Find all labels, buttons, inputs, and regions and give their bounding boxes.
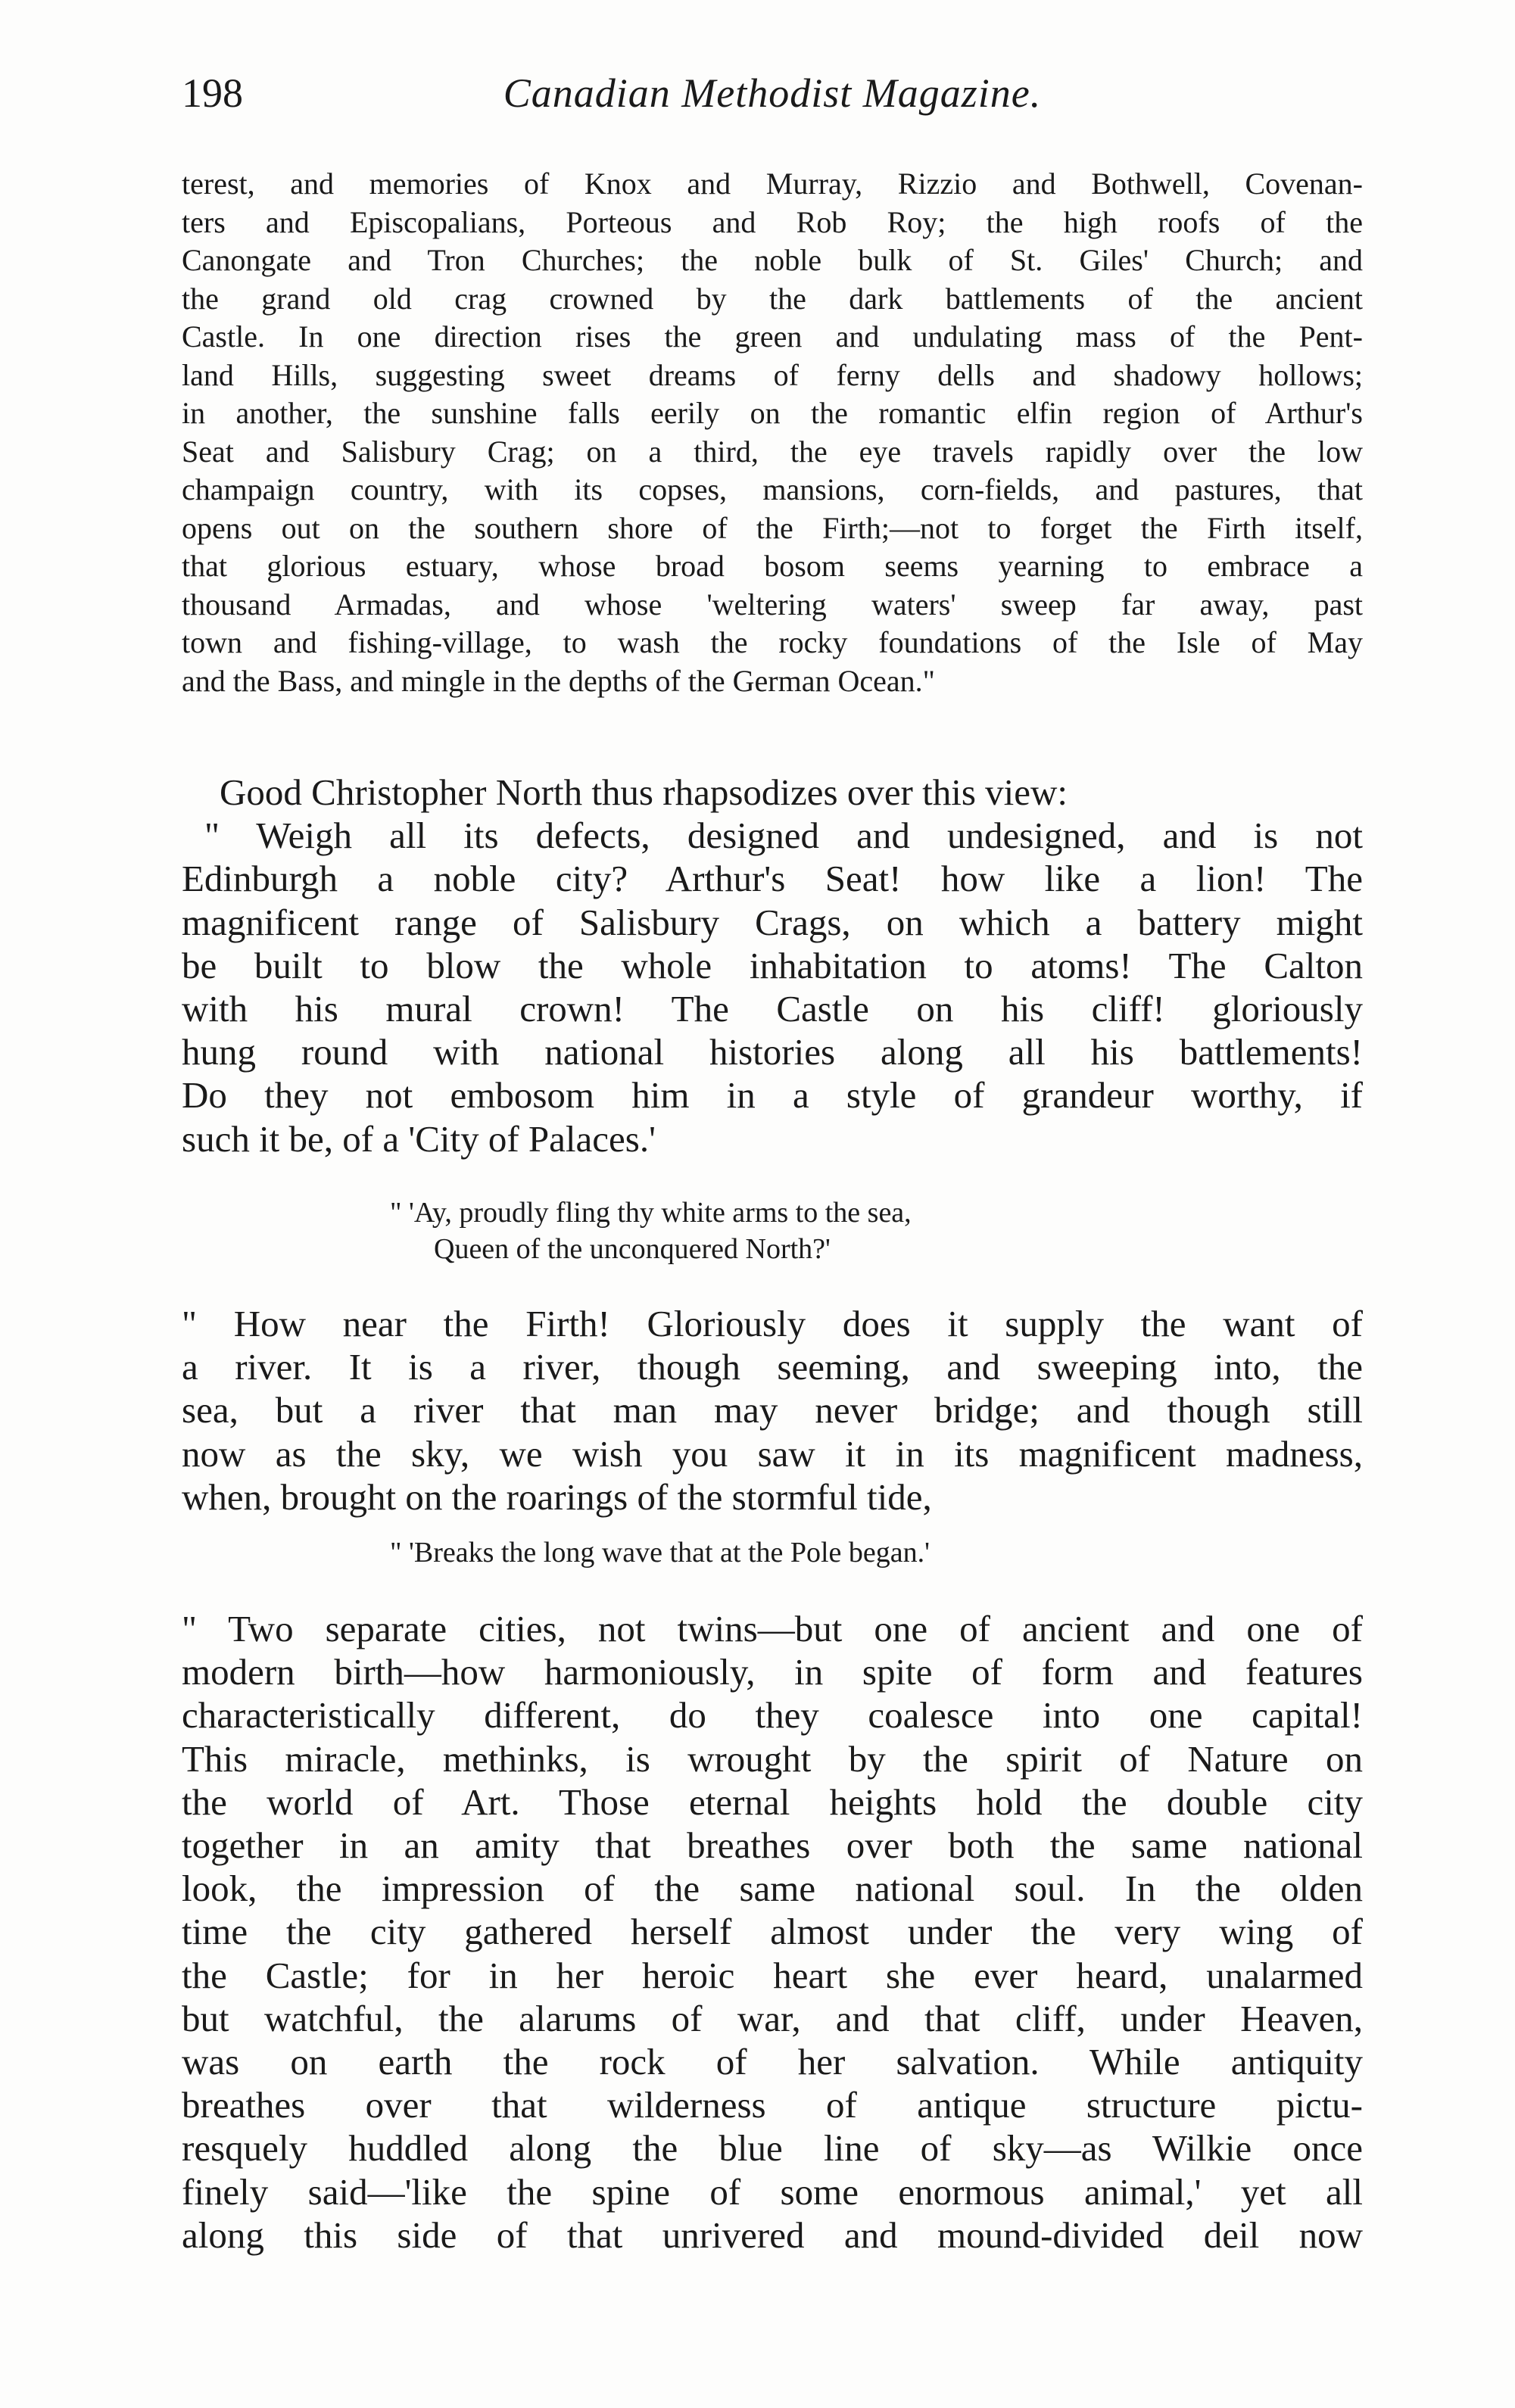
text-line: breathes over that wilderness of antique structure pictu- — [182, 2084, 1363, 2126]
text-line: finely said—'like the spine of some enormous animal,' yet all — [182, 2170, 1363, 2213]
text-line: Canongate and Tron Churches; the noble bulk of St. Giles' Church; and — [182, 243, 1363, 277]
text-line: resquely huddled along the blue line of sky—as Wilkie once — [182, 2127, 1363, 2170]
verse-line: Queen of the unconquered North?' — [434, 1233, 831, 1265]
text-line: along this side of that unrivered and mound-divided deil now — [182, 2213, 1363, 2256]
text-line: magnificent range of Salisbury Crags, on which a battery might — [182, 901, 1363, 943]
text-line: Seat and Salisbury Crag; on a third, the eye travels rapidly over the low — [182, 434, 1363, 469]
text-line: when, brought on the roarings of the stormful tide, — [182, 1475, 932, 1518]
text-line: This miracle, methinks, is wrought by the spirit of Nature on — [182, 1737, 1363, 1780]
text-line: characteristically different, do they coalesce into one capital! — [182, 1694, 1363, 1737]
text-line: the world of Art. Those eternal heights hold the double city — [182, 1780, 1363, 1823]
text-line: with his mural crown! The Castle on his cliff! gloriously — [182, 988, 1363, 1030]
text-line: a river. It is a river, though seeming, and sweeping into, the — [182, 1346, 1363, 1388]
text-line: Do they not embosom him in a style of grandeur worthy, if — [182, 1074, 1363, 1117]
text-line: hung round with national histories along all his battlements! — [182, 1031, 1363, 1073]
text-line: together in an amity that breathes over both the same national — [182, 1824, 1363, 1867]
text-line: and the Bass, and mingle in the depths of the German Ocean." — [182, 663, 935, 698]
text-line: be built to blow the whole inhabitation to atoms! The Calton — [182, 944, 1363, 986]
text-line: but watchful, the alarums of war, and that cliff, under Heaven, — [182, 1997, 1363, 2039]
text-line: " Two separate cities, not twins—but one of ancient and one of — [182, 1608, 1363, 1649]
page-number: 198 — [182, 70, 243, 116]
verse-line: " 'Breaks the long wave that at the Pole began.' — [390, 1537, 931, 1568]
text-line: land Hills, suggesting sweet dreams of ferny dells and shadowy hollows; — [182, 357, 1363, 392]
verse-quotation — [390, 1195, 912, 1267]
page-header — [182, 70, 1363, 130]
text-line: now as the sky, we wish you saw it in its magnificent madness, — [182, 1432, 1363, 1475]
verse-quotation — [390, 1534, 930, 1571]
verse-line: " 'Ay, proudly fling thy white arms to the sea, — [390, 1197, 912, 1229]
text-line: town and fishing-village, to wash the rocky foundations of the Isle of May — [182, 625, 1363, 659]
text-line: thousand Armadas, and whose 'weltering waters' sweep far away, past — [182, 587, 1363, 621]
text-line: opens out on the southern shore of the Firth;—not to forget the Firth itself, — [182, 510, 1363, 545]
text-line: that glorious estuary, whose broad bosom seems yearning to embrace a — [182, 549, 1363, 583]
text-line: such it be, of a 'City of Palaces.' — [182, 1117, 656, 1160]
text-line: ters and Episcopalians, Porteous and Rob Roy; the high roofs of the — [182, 204, 1363, 239]
body-paragraph — [182, 1607, 1363, 2257]
quoted-extract-paragraph — [182, 165, 1363, 700]
text-line: the Castle; for in her heroic heart she ever heard, unalarmed — [182, 1954, 1363, 1996]
body-paragraph — [182, 1302, 1363, 1519]
text-line: look, the impression of the same national soul. In the olden — [182, 1868, 1363, 1910]
text-line: time the city gathered herself almost under the very wing of — [182, 1911, 1363, 1953]
text-line: Good Christopher North thus rhapsodizes over this view: — [220, 771, 1068, 813]
text-line: terest, and memories of Knox and Murray, Rizzio and Bothwell, Covenan- — [182, 167, 1363, 201]
text-line: was on earth the rock of her salvation. While antiquity — [182, 2041, 1363, 2083]
running-title: Canadian Methodist Magazine. — [503, 70, 1042, 116]
text-line: the grand old crag crowned by the dark battlements of the ancient — [182, 281, 1363, 316]
text-line: in another, the sunshine falls eerily on the romantic elfin region of Arthur's — [182, 396, 1363, 430]
text-line: champaign country, with its copses, mansions, corn-fields, and pastures, that — [182, 472, 1363, 506]
text-line: " How near the Firth! Gloriously does it supply the want of — [182, 1303, 1363, 1344]
text-line: Edinburgh a noble city? Arthur's Seat! how like a lion! The — [182, 858, 1363, 900]
text-line: modern birth—how harmoniously, in spite of form and features — [182, 1651, 1363, 1693]
text-line: sea, but a river that man may never bridge; and though still — [182, 1389, 1363, 1431]
text-line: Castle. In one direction rises the green and undulating mass of the Pent- — [182, 319, 1363, 354]
text-line: " Weigh all its defects, designed and undesigned, and is not — [204, 815, 1363, 857]
body-paragraph — [182, 771, 1363, 1160]
